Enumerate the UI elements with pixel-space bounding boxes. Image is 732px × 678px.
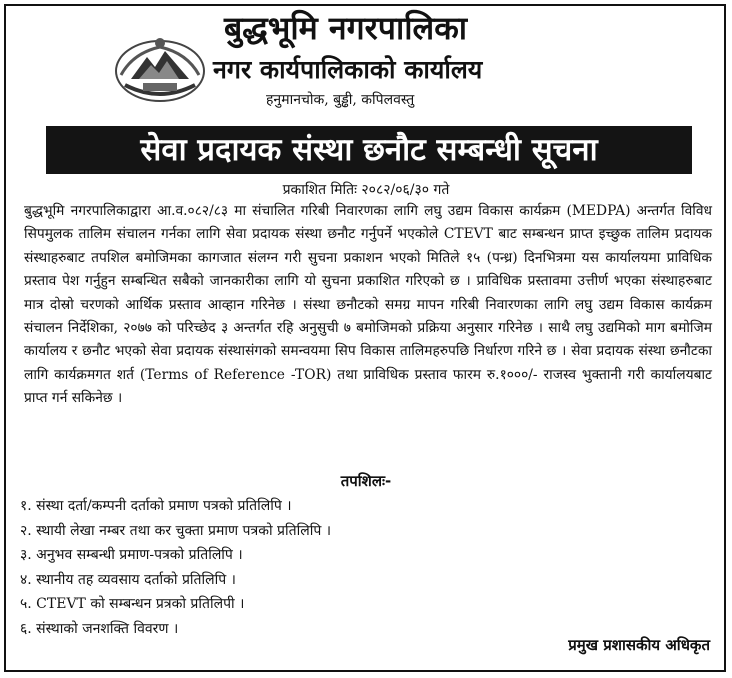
list-item: ४. स्थानीय तह व्यवसाय दर्ताको प्रतिलिपि । — [20, 571, 236, 588]
list-item: २. स्थायी लेखा नम्बर तथा कर चुक्ता प्रमाण पत्रको प्रतिलिपि । — [20, 522, 332, 539]
office-address: हनुमानचोक, बुड्ढी, कपिलवस्तु — [266, 92, 415, 108]
signature-title: प्रमुख प्रशासकीय अधिकृत — [568, 636, 710, 654]
published-date: प्रकाशित मितिः २०८२/०६/३० गते — [282, 182, 450, 198]
list-item: १. संस्था दर्ता/कम्पनी दर्ताको प्रमाण पत्रको प्रतिलिपि । — [20, 498, 292, 514]
list-item: ६. संस्थाको जनशक्ति विवरण । — [20, 620, 179, 637]
municipality-name: बुद्धभूमि नगरपालिका — [224, 9, 468, 47]
office-name: नगर कार्यपालिकाको कार्यालय — [213, 55, 483, 84]
tapasil-heading: तपशिलः- — [340, 472, 392, 490]
nepal-government-emblem-icon — [113, 33, 207, 103]
list-item: ३. अनुभव सम्बन्धी प्रमाण-पत्रको प्रतिलिपि । — [20, 547, 243, 563]
list-item: ५. CTEVT को सम्बन्धन प्रत्रको प्रतिलिपी । — [20, 596, 245, 612]
notice-title: सेवा प्रदायक संस्था छनौट सम्बन्धी सूचना — [46, 126, 692, 174]
requirements-list — [20, 494, 331, 641]
notice-body: बुद्धभूमि नगरपालिकाद्वारा आ.व.०८२/८३ मा संचालित गरिबी निवारणका लागि लघु उद्यम विकास कार्यक्रम (MEDPA) अन्तर्गत विविध सिपमुलक तालिम संचालन गर्नका लागि सेवा प्रदायक संस्था छनौट गर्नुपर्ने भएकोले CTEVT बाट सम्बन्धन प्राप्त इच्छुक तालिम प्रदायक संस्थाहरुबाट तपशिल बमोजिमका कागजात संलग्न गरी सुचना प्रकाशन भएको मितिले १५ (पन्ध्र) दिनभित्रमा यस कार्यालयमा प्राविधिक प्रस्ताव पेश गर्नुहुन सम्बन्धित सबैको जानकारीका लागि यो सुचना प्रकाशित गरिएको छ । प्राविधिक प्रस्तावमा उत्तीर्ण भएका संस्थाहरुबाट मात्र दोस्रो चरणको आर्थिक प्रस्ताव आव्हान गरिनेछ । संस्था छनौटको समग्र मापन गरिबी निवारणका लागि लघु उद्यम विकास कार्यक्रम संचालन निर्देशिका, २०७७ को परिच्छेद ३ अन्तर्गत रहि अनुसुची ७ बमोजिमको प्रक्रिया अनुसार गरिनेछ । साथै लघु उद्यमिको माग बमोजिम कार्यालय र छनौट भएको सेवा प्रदायक संस्थासंगको समन्वयमा सिप विकास तालिमहरुपछि निर्धारण गरिने छ । सेवा प्रदायक संस्था छनौटका लागि कार्यक्रमगत शर्त (Terms of Reference -TOR) तथा प्राविधिक प्रस्ताव फारम रु.१०००/- राजस्व भुक्तानी गरी कार्यालयबाट प्राप्त गर्न सकिनेछ । — [24, 203, 712, 407]
